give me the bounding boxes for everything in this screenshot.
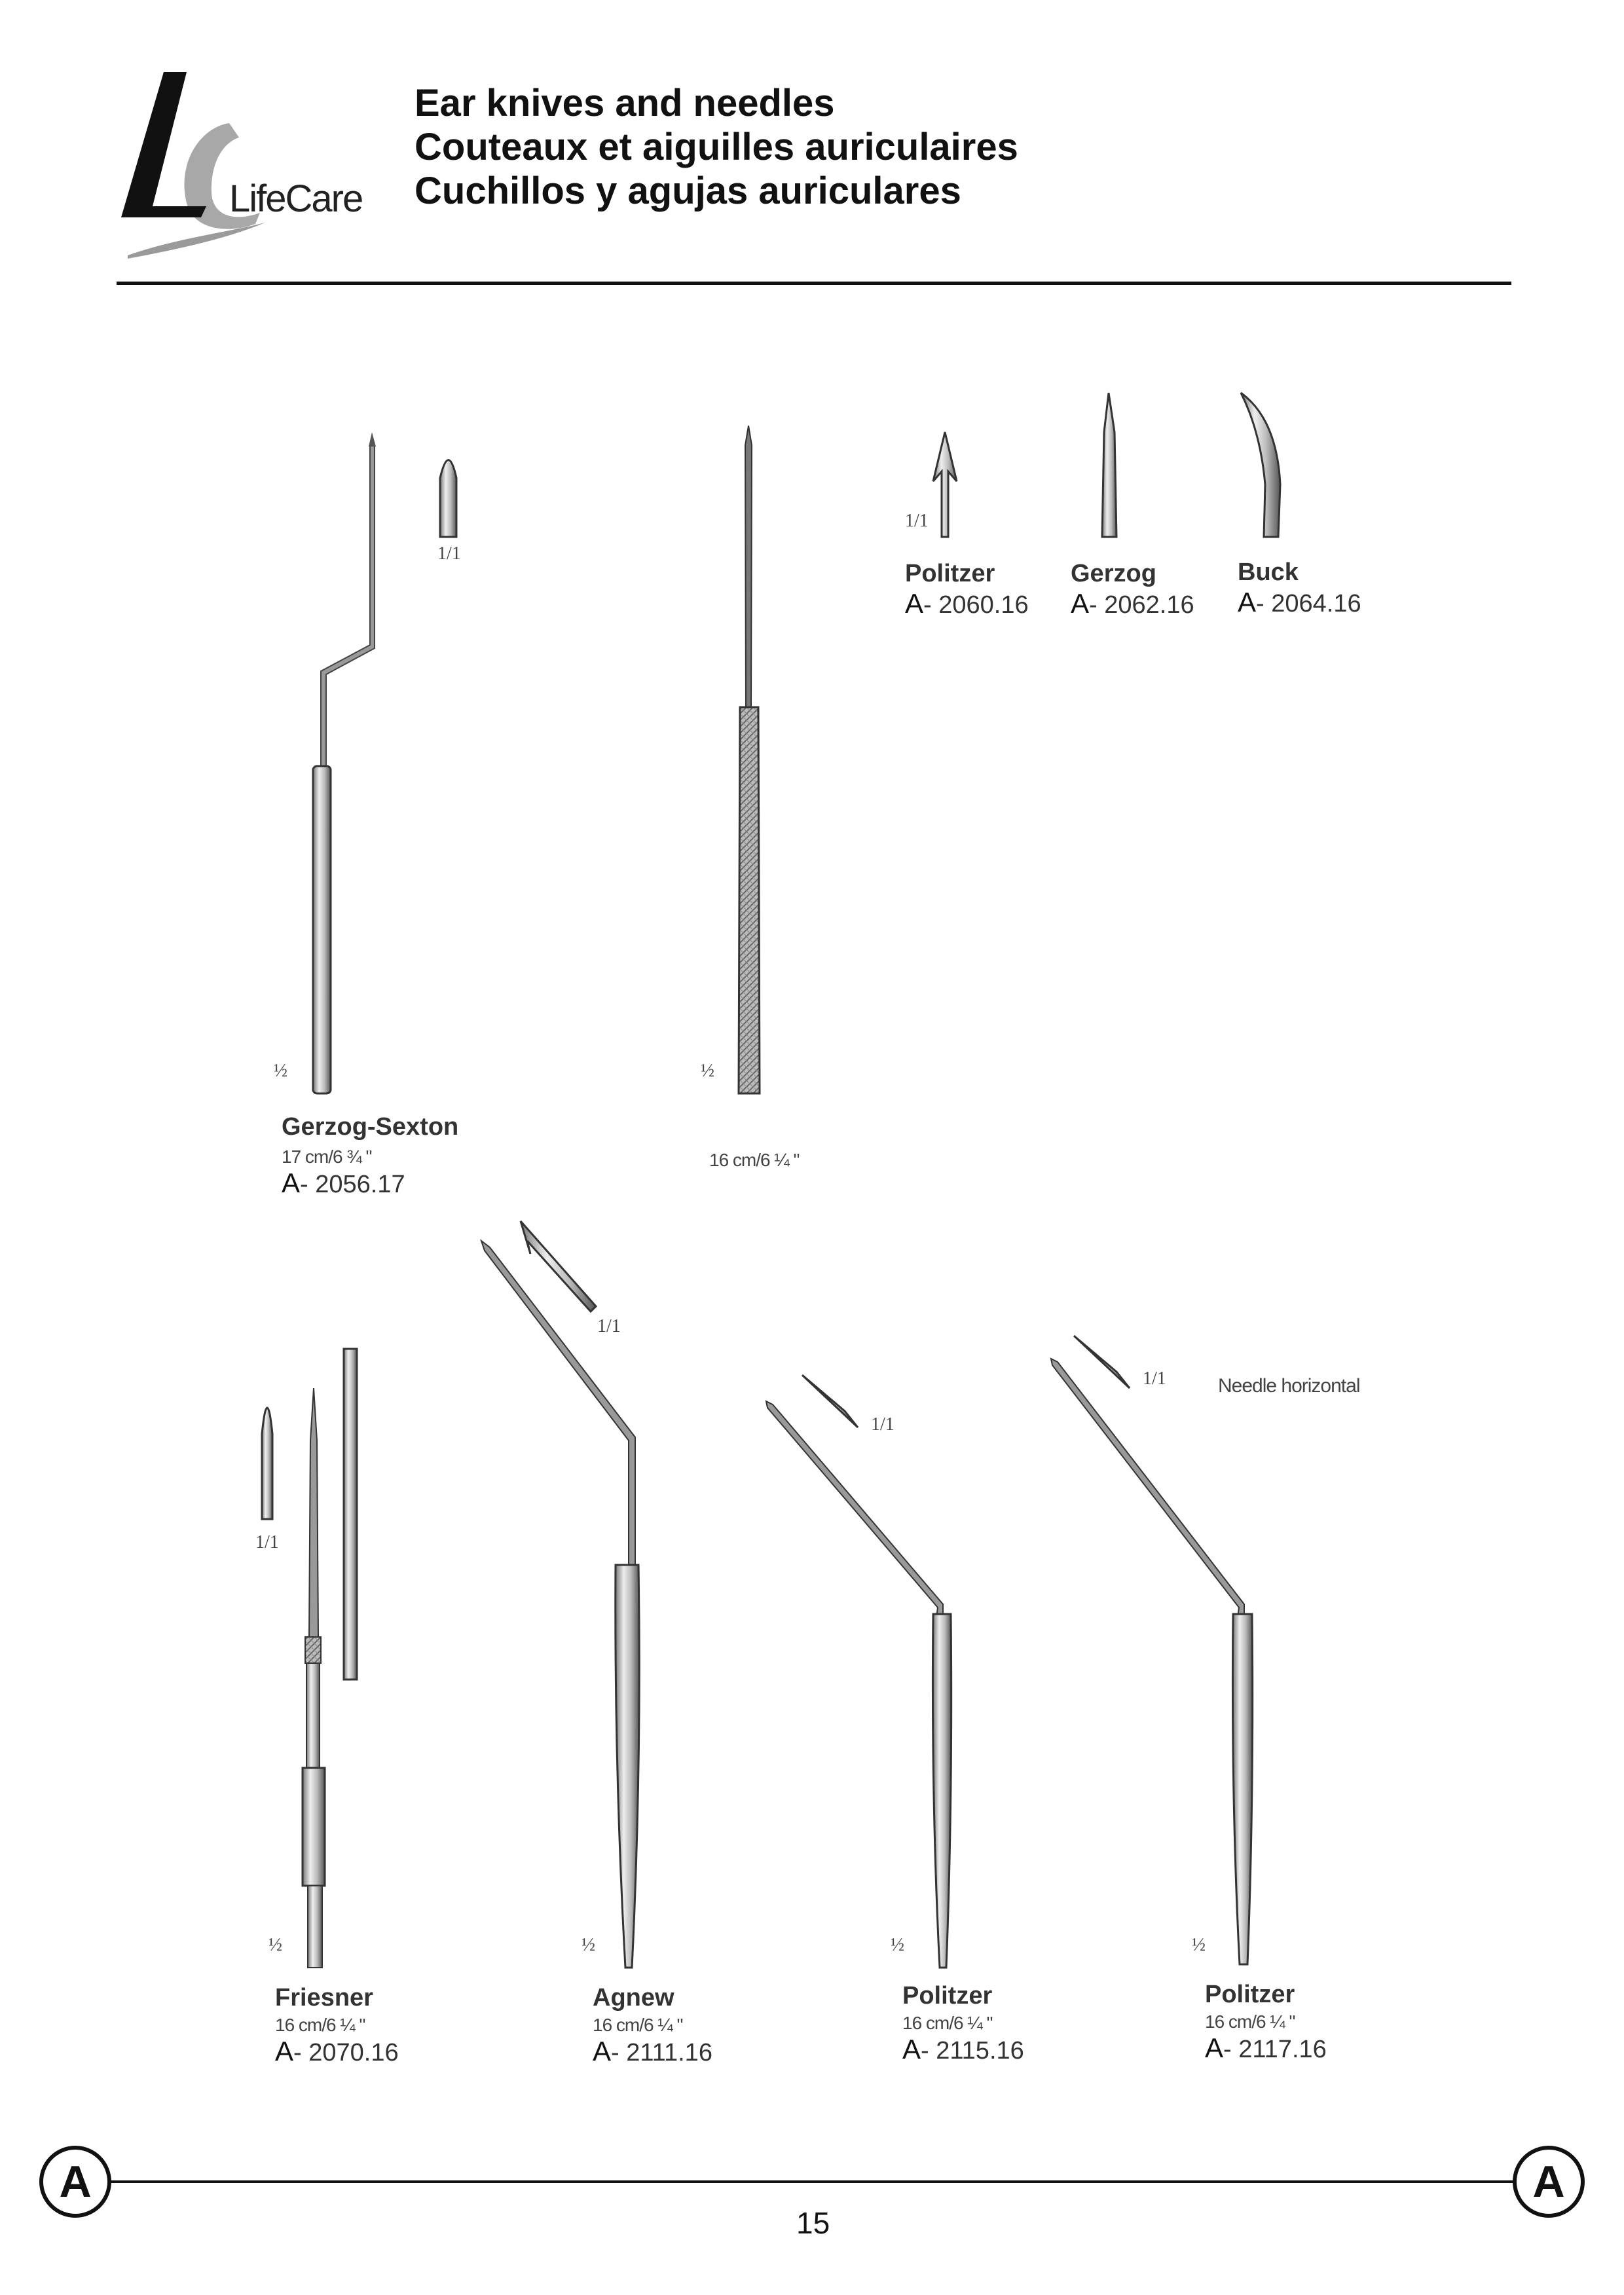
product-name: Gerzog bbox=[1071, 560, 1156, 587]
code-prefix: A bbox=[282, 1167, 301, 1198]
product-caption-buck-2064 bbox=[1238, 559, 1361, 618]
product-name: Agnew bbox=[593, 1984, 674, 2011]
scale-label: ½ bbox=[1192, 1935, 1206, 1955]
code-prefix: A bbox=[275, 2036, 294, 2066]
code-prefix: A bbox=[1071, 588, 1090, 619]
scale-label: ½ bbox=[268, 1935, 282, 1955]
product-caption-knurled-needle bbox=[709, 1150, 799, 1171]
product-size: 16 cm/6 ¼ " bbox=[902, 2013, 993, 2033]
code-prefix: A bbox=[593, 2036, 612, 2066]
scale-label: ½ bbox=[891, 1935, 904, 1955]
product-code bbox=[282, 1167, 458, 1199]
scale-label: 1/1 bbox=[871, 1414, 895, 1435]
scale-label: ½ bbox=[701, 1061, 714, 1081]
section-badge-left: A bbox=[39, 2146, 111, 2218]
product-size: 17 cm/6 ¾ " bbox=[282, 1147, 372, 1167]
page-number: 15 bbox=[796, 2206, 830, 2240]
logo-text: LifeCare bbox=[229, 177, 363, 220]
agnew-instrument bbox=[481, 1241, 639, 1968]
code-number: - 2115.16 bbox=[921, 2037, 1024, 2065]
scale-label: 1/1 bbox=[597, 1316, 621, 1336]
scale-label: 1/1 bbox=[437, 543, 461, 564]
product-name: Politzer bbox=[1205, 1981, 1295, 2008]
product-code bbox=[1238, 587, 1361, 618]
agnew-tip-detail bbox=[521, 1221, 596, 1312]
friesner-instrument bbox=[303, 1388, 325, 1968]
code-prefix: A bbox=[1238, 587, 1257, 617]
product-code bbox=[902, 2034, 1024, 2065]
scale-label: 1/1 bbox=[1143, 1368, 1166, 1389]
product-caption-politzer-2115 bbox=[902, 1982, 1024, 2065]
product-name: Friesner bbox=[275, 1984, 373, 2011]
code-prefix: A bbox=[902, 2034, 921, 2065]
friesner-sleeve bbox=[344, 1349, 357, 1680]
politzer-knife-tip bbox=[933, 432, 957, 537]
code-number: - 2062.16 bbox=[1089, 591, 1194, 619]
title-english: Ear knives and needles bbox=[415, 82, 835, 124]
scale-label: ½ bbox=[581, 1935, 595, 1955]
product-name: Gerzog-Sexton bbox=[282, 1113, 459, 1141]
code-number: - 2064.16 bbox=[1256, 590, 1361, 617]
knurled-needle-instrument bbox=[739, 426, 760, 1093]
title-french: Couteaux et aiguilles auriculaires bbox=[415, 126, 1018, 168]
code-prefix: A bbox=[905, 588, 924, 619]
code-number: - 2060.16 bbox=[923, 591, 1029, 619]
buck-knife-tip bbox=[1241, 393, 1280, 537]
product-caption-agnew bbox=[593, 1984, 712, 2067]
product-code bbox=[905, 588, 1029, 619]
needle-horizontal-note: Needle horizontal bbox=[1218, 1375, 1360, 1397]
product-code bbox=[1071, 588, 1194, 619]
gerzog-sexton-tip-detail bbox=[440, 460, 456, 538]
product-code bbox=[275, 2036, 399, 2067]
code-number: - 2056.17 bbox=[300, 1171, 405, 1198]
product-name: Politzer bbox=[902, 1982, 993, 2010]
product-caption-gerzog-sexton bbox=[282, 1113, 458, 1199]
product-code bbox=[1205, 2032, 1327, 2064]
product-caption-gerzog-2062 bbox=[1071, 560, 1194, 619]
product-size: 16 cm/6 ¼ " bbox=[593, 2015, 683, 2035]
product-size: 16 cm/6 ¼ " bbox=[709, 1150, 800, 1170]
scale-label: ½ bbox=[274, 1061, 287, 1081]
code-prefix: A bbox=[1205, 2032, 1224, 2063]
code-number: - 2117.16 bbox=[1223, 2036, 1327, 2063]
product-size: 16 cm/6 ¼ " bbox=[275, 2015, 365, 2035]
gerzog-knife-tip bbox=[1102, 393, 1116, 537]
product-name: Buck bbox=[1238, 559, 1299, 586]
title-spanish: Cuchillos y agujas auriculares bbox=[415, 170, 961, 212]
footer-divider bbox=[111, 2180, 1513, 2183]
product-caption-politzer-2060 bbox=[905, 560, 1029, 619]
scale-label: 1/1 bbox=[905, 511, 929, 531]
scale-label: 1/1 bbox=[255, 1532, 279, 1552]
friesner-tip-detail bbox=[262, 1408, 272, 1519]
product-caption-politzer-2117 bbox=[1205, 1981, 1327, 2064]
section-badge-right: A bbox=[1513, 2146, 1585, 2218]
politzer-2117-tip-detail bbox=[1074, 1336, 1130, 1388]
politzer-2115-instrument bbox=[766, 1401, 951, 1968]
gerzog-sexton-instrument bbox=[313, 432, 376, 1093]
politzer-2115-tip-detail bbox=[802, 1375, 858, 1427]
product-code bbox=[593, 2036, 712, 2067]
code-number: - 2070.16 bbox=[293, 2039, 399, 2066]
politzer-2117-instrument bbox=[1051, 1359, 1253, 1964]
product-name: Politzer bbox=[905, 560, 995, 587]
product-size: 16 cm/6 ¼ " bbox=[1205, 2011, 1295, 2032]
product-caption-friesner bbox=[275, 1984, 399, 2067]
code-number: - 2111.16 bbox=[611, 2039, 712, 2066]
